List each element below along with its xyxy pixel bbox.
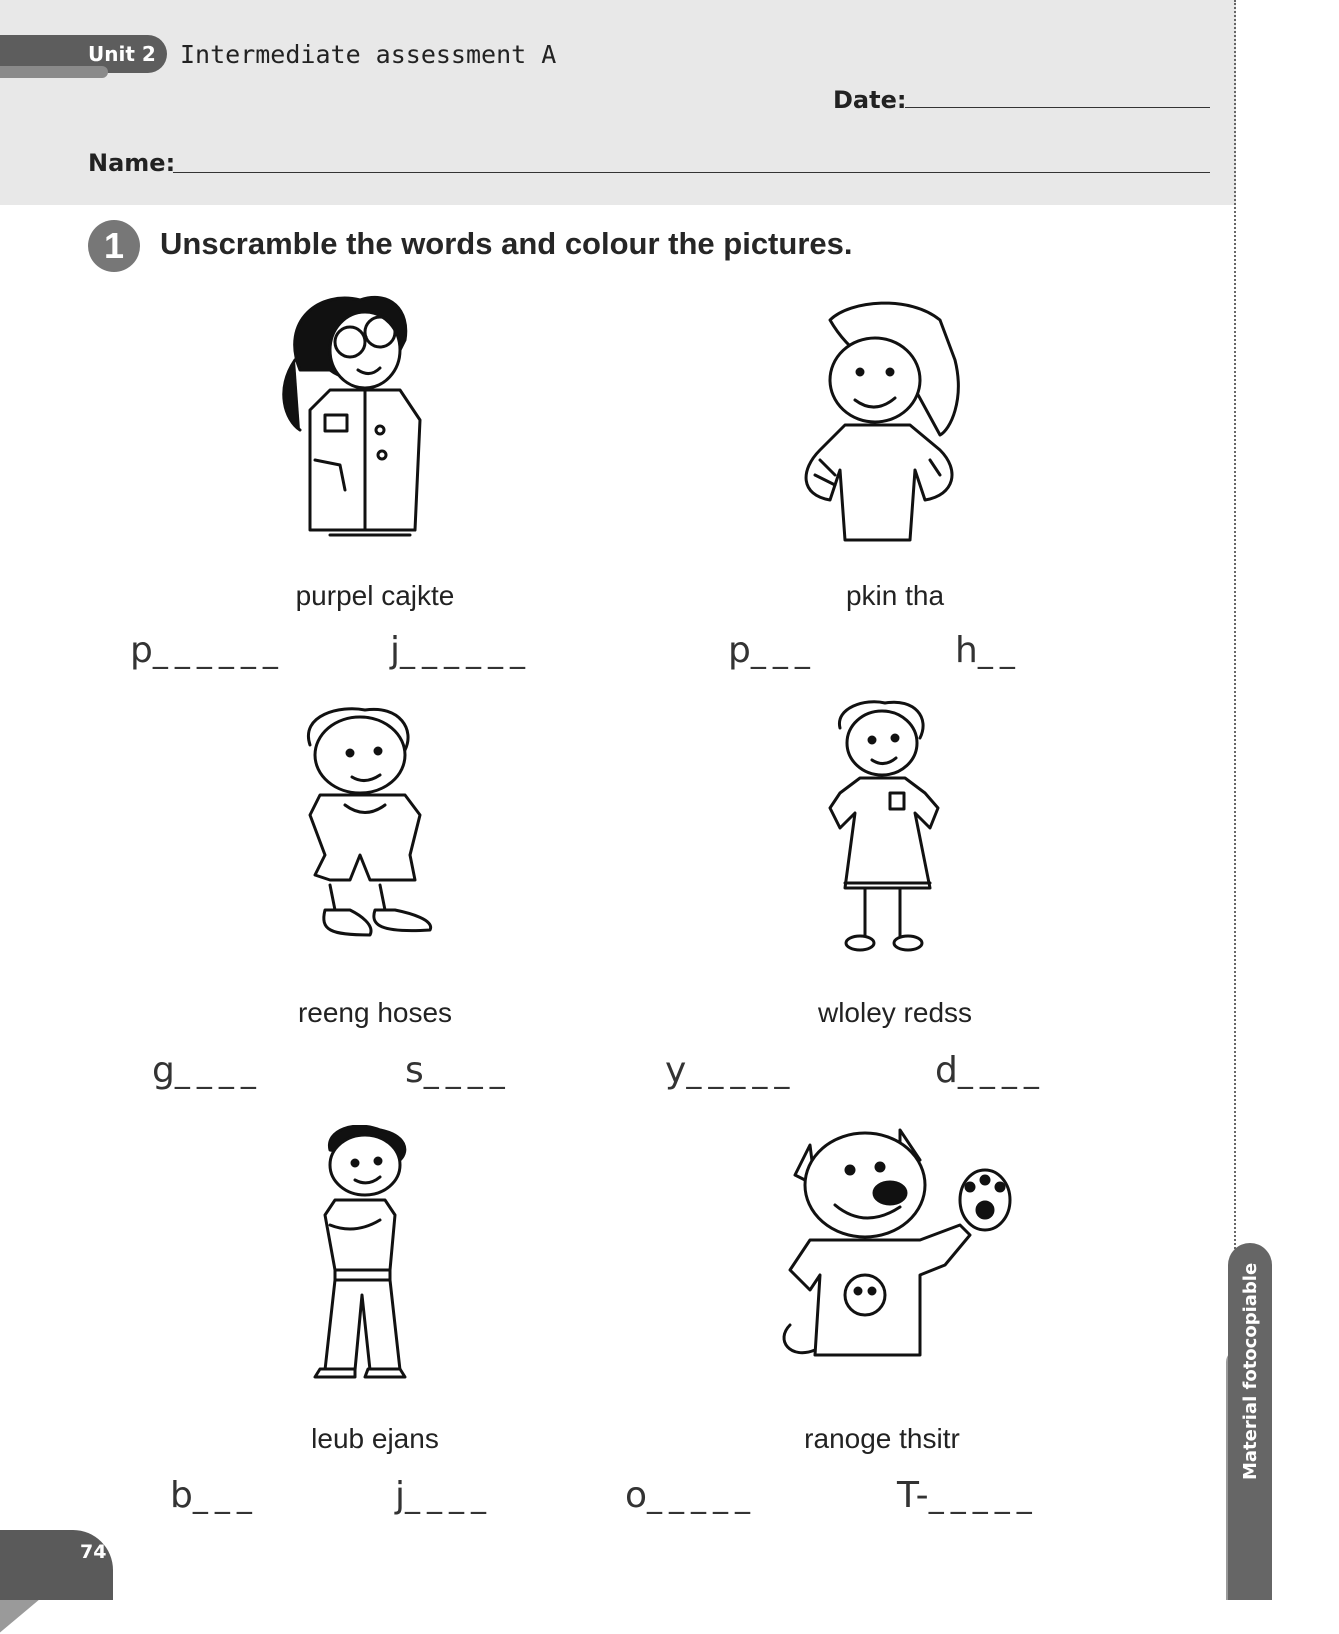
scrambled-word-2: pkin tha	[845, 580, 945, 611]
date-label: Date:	[833, 86, 907, 114]
answer-field-5b[interactable]: j____	[395, 1475, 494, 1516]
answer-field-6a[interactable]: o_____	[625, 1475, 758, 1516]
answer-field-4b[interactable]: d____	[935, 1050, 1046, 1091]
scrambled-word-4: wloley redss	[817, 997, 973, 1028]
scrambled-word-5: leub ejans	[311, 1423, 439, 1454]
exercise-instruction: Unscramble the words and colour the pictures.	[160, 226, 853, 261]
photocopiable-label: Material fotocopiable	[1240, 1262, 1261, 1480]
unit-label: Unit 2	[88, 42, 156, 66]
answer-field-1b[interactable]: j______	[390, 630, 533, 671]
name-label: Name:	[88, 149, 176, 177]
header-band	[0, 0, 1236, 205]
boy-in-jeans-icon	[300, 1125, 420, 1395]
girl-in-dress-icon	[820, 698, 960, 960]
answer-field-6b[interactable]: T-_____	[897, 1475, 1039, 1516]
answer-field-4a[interactable]: y_____	[665, 1050, 797, 1091]
scrambled-word-3: reeng hoses	[297, 997, 453, 1028]
page-number: 74	[80, 1541, 107, 1563]
answer-field-2b[interactable]: h__	[955, 630, 1022, 671]
unit-tab-shadow	[0, 66, 108, 78]
boy-with-shoes-icon	[290, 705, 450, 955]
answer-field-3a[interactable]: g____	[152, 1050, 263, 1091]
exercise-number-badge: 1	[88, 220, 140, 272]
answer-field-5a[interactable]: b___	[170, 1475, 259, 1516]
answer-field-2a[interactable]: p___	[728, 630, 817, 671]
date-field[interactable]	[905, 107, 1210, 108]
scrambled-word-6: ranoge thsitr	[804, 1423, 960, 1454]
name-field[interactable]	[173, 172, 1210, 173]
answer-field-1a[interactable]: p______	[130, 630, 285, 671]
answer-field-3b[interactable]: s____	[405, 1050, 512, 1091]
girl-in-hat-icon	[790, 300, 980, 550]
assessment-title: Intermediate assessment A	[180, 40, 557, 69]
scrambled-word-1: purpel cajkte	[295, 580, 455, 611]
dog-in-tshirt-icon	[770, 1125, 1030, 1385]
girl-in-jacket-icon	[270, 290, 470, 550]
